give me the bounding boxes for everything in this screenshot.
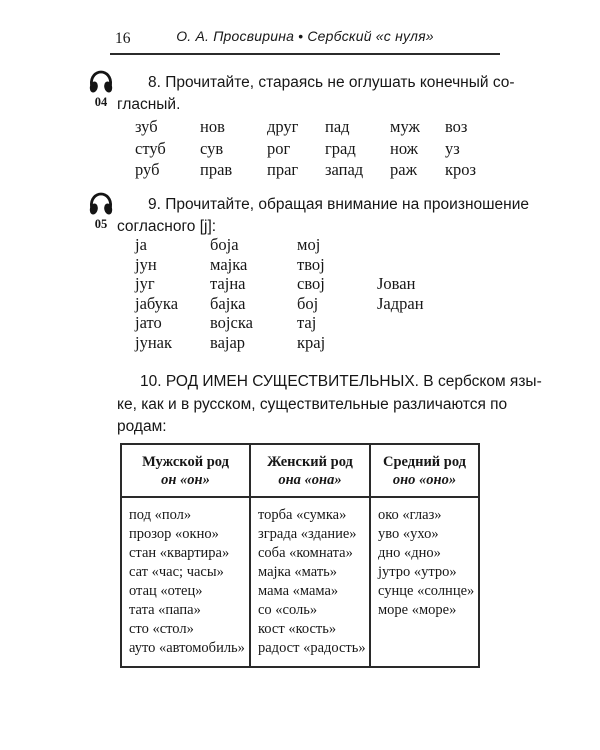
word-cell: бој	[297, 293, 319, 313]
table-row	[121, 620, 479, 639]
table-cell: торба «сумка»	[250, 497, 370, 525]
table-cell: сунце «солнце»	[370, 582, 479, 601]
exercise-8-wordlist	[135, 116, 495, 181]
word-cell: Јован	[377, 274, 416, 294]
text-line: 10. РОД ИМЕН СУЩЕСТВИТЕЛЬНЫХ. В сербском язы-	[140, 373, 542, 390]
word-cell: прав	[200, 160, 233, 179]
table-row	[121, 601, 479, 620]
table-cell: сат «час; часы»	[129, 564, 224, 580]
text-line: ке, как и в русском, существительные различаются по	[117, 395, 508, 413]
word-cell: рог	[267, 138, 291, 158]
heading-line: 8. Прочитайте, стараясь не оглушать конечный со-	[148, 74, 515, 91]
table-cell: соба «комната»	[250, 544, 370, 563]
page-number: 16	[115, 30, 131, 47]
word-cell: раж	[390, 160, 417, 179]
table-cell	[370, 620, 479, 639]
table-cell: зграда «здание»	[250, 525, 370, 544]
word-cell: праг	[267, 160, 299, 179]
word-cell: стуб	[135, 138, 166, 158]
word-cell: мајка	[210, 254, 248, 274]
word-cell: град	[325, 138, 356, 158]
table-cell: јутро «утро»	[370, 563, 479, 582]
table-row	[121, 497, 479, 525]
audio-badge-04	[84, 70, 118, 109]
word-cell: бајка	[210, 293, 246, 313]
word-cell: друг	[267, 117, 299, 136]
word-cell	[377, 313, 467, 333]
word-cell: кроз	[445, 160, 477, 179]
word-cell: мој	[297, 235, 321, 254]
word-cell: јунак	[135, 332, 173, 352]
column-subtitle: оно «оно»	[392, 472, 457, 488]
table-cell: прозор «окно»	[129, 526, 219, 542]
table-cell: со «соль»	[250, 601, 370, 620]
section-10-paragraph	[117, 371, 542, 439]
column-header-neuter	[370, 444, 479, 497]
word-cell	[377, 255, 467, 275]
column-title: Мужской род	[142, 454, 229, 470]
word-cell: југ	[135, 274, 155, 294]
word-cell: тај	[297, 313, 317, 333]
word-cell: крај	[297, 332, 326, 352]
column-header-feminine	[250, 444, 370, 497]
table-cell: уво «ухо»	[370, 525, 479, 544]
word-cell: воз	[445, 117, 468, 136]
exercise-9-wordlist	[135, 235, 467, 353]
table-cell: кост «кость»	[250, 620, 370, 639]
word-cell: вајар	[210, 332, 246, 352]
word-cell: ја	[135, 235, 147, 254]
word-cell	[377, 333, 467, 353]
word-cell: твој	[297, 254, 325, 274]
word-cell: нож	[390, 138, 419, 158]
heading-line: согласного [j]:	[117, 218, 217, 235]
table-cell: око «глаз»	[370, 497, 479, 525]
running-title: О. А. Просвирина • Сербский «с нуля»	[176, 28, 434, 44]
word-cell: Јадран	[377, 293, 424, 313]
table-row	[121, 525, 479, 544]
table-cell: мама «мама»	[250, 582, 370, 601]
exercise-9-heading	[117, 194, 530, 238]
table-row	[121, 582, 479, 601]
word-cell: свој	[297, 274, 325, 294]
text-line: родам:	[117, 418, 167, 435]
word-cell: војска	[210, 313, 253, 333]
table-cell: стан «квартира»	[129, 545, 230, 561]
column-header-masculine	[121, 444, 250, 497]
table-row	[121, 639, 479, 667]
word-cell	[377, 235, 467, 255]
table-cell: сто «стол»	[129, 621, 194, 637]
word-cell: нов	[200, 117, 225, 136]
table-cell: море «море»	[370, 601, 479, 620]
table-cell: тата «папа»	[129, 602, 201, 618]
heading-line: 9. Прочитайте, обращая внимание на произношение	[148, 196, 530, 213]
table-cell: мајка «мать»	[250, 563, 370, 582]
word-cell: уз	[445, 138, 460, 158]
heading-line: гласный.	[117, 96, 181, 113]
column-subtitle: она «она»	[278, 472, 342, 488]
column-title: Женский род	[267, 454, 353, 470]
table-row	[121, 563, 479, 582]
word-cell: боја	[210, 235, 239, 254]
gender-table	[120, 443, 480, 668]
table-cell: дно «дно»	[370, 544, 479, 563]
audio-badge-05	[84, 192, 118, 231]
table-cell: отац «отец»	[129, 583, 203, 599]
word-cell: запад	[325, 160, 364, 179]
table-row	[121, 544, 479, 563]
word-cell: јун	[135, 254, 157, 274]
word-cell: муж	[390, 117, 420, 136]
word-cell: јато	[135, 313, 162, 333]
word-cell: руб	[135, 160, 160, 179]
exercise-8-heading	[117, 72, 515, 116]
audio-track-number: 04	[94, 95, 108, 109]
table-cell: ауто «автомобиль»	[129, 640, 245, 656]
word-cell: тајна	[210, 274, 246, 294]
page-header	[110, 28, 500, 55]
column-subtitle: он «он»	[161, 472, 210, 488]
audio-track-number: 05	[94, 217, 108, 231]
column-title: Средний род	[382, 454, 467, 470]
word-cell: јабука	[135, 293, 179, 313]
table-cell	[370, 639, 479, 667]
table-cell: под «пол»	[129, 507, 192, 523]
table-cell: радост «радость»	[250, 639, 370, 667]
word-cell: сув	[200, 138, 224, 158]
word-cell: зуб	[135, 117, 158, 136]
table-header-row	[121, 444, 479, 497]
word-cell: пад	[325, 117, 350, 136]
